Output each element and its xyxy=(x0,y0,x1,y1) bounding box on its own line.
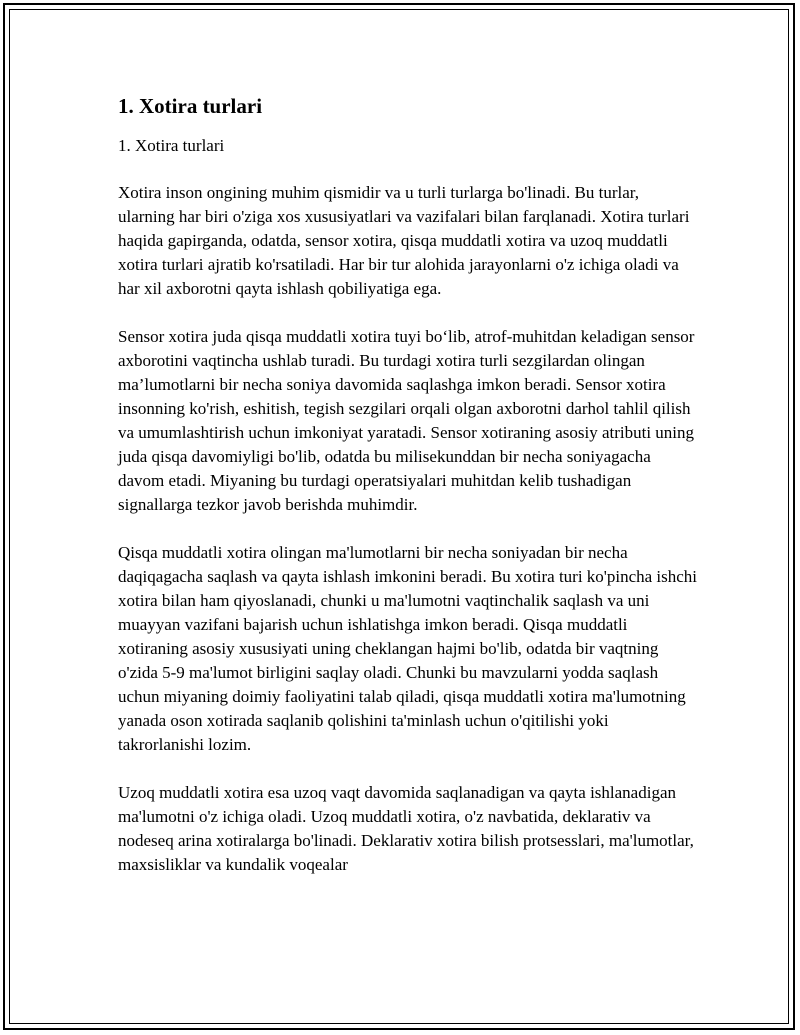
paragraph-sensor-memory: Sensor xotira juda qisqa muddatli xotira tuyi bo‘lib, atrof-muhitdan keladigan sensor axborotini vaqtincha ushlab turadi. Bu turdagi xotira turli sezgilardan olingan ma’lumotlarni bir necha soniya davomida saqlashga imkon beradi. Sensor xotira insonning ko'rish, eshitish, tegish sezgilari orqali olgan axborotni darhol tahlil qilish va umumlashtirish uchun imkoniyat yaratadi. Sensor xotiraning asosiy atributi uning juda qisqa davomiyligi bo'lib, odatda bu milisekunddan bir necha soniyagacha davom etadi. Miyaning bu turdagi operatsiyalari muhitdan kelib tushadigan signallarga tezkor javob berishda muhimdir. xyxy=(118,327,695,514)
paragraph-long-term-memory: Uzoq muddatli xotira esa uzoq vaqt davomida saqlanadigan va qayta ishlanadigan ma'lumotni o'z ichiga oladi. Uzoq muddatli xotira, o'z navbatida, deklarativ va nodeseq arina xotiralarga bo'linadi. Deklarativ xotira bilish protsesslari, ma'lumotlar, maxsisliklar va kundalik voqealar xyxy=(118,783,694,874)
document-body xyxy=(118,92,698,901)
paragraph-intro: Xotira inson ongining muhim qismidir va u turli turlarga bo'linadi. Bu turlar, ularning har biri o'ziga xos xususiyatlari va vazifalari bilan farqlanadi. Xotira turlari haqida gapirganda, odatda, sensor xotira, qisqa muddatli xotira va uzoq muddatli xotira turlari ajratib ko'rsatiladi. Har bir tur alohida jarayonlarni o'z ichiga oladi va har xil axborotni qayta ishlash qobiliyatiga ega. xyxy=(118,183,690,298)
section-heading: 1. Xotira turlari xyxy=(118,94,263,118)
section-subheading: 1. Xotira turlari xyxy=(118,136,225,155)
paragraph-short-term-memory: Qisqa muddatli xotira olingan ma'lumotlarni bir necha soniyadan bir necha daqiqagacha saqlash va qayta ishlash imkonini beradi. Bu xotira turi ko'pincha ishchi xotira bilan ham qiyoslanadi, chunki u ma'lumotni vaqtinchalik saqlash va uni muayyan vazifani bajarish uchun ishlatishga imkon beradi. Qisqa muddatli xotiraning asosiy xususiyati uning cheklangan hajmi bo'lib, odatda bir vaqtning o'zida 5-9 ma'lumot birligini saqlay oladi. Chunki bu mavzularni yodda saqlash uchun miyaning doimiy faoliyatini talab qiladi, qisqa muddatli xotira ma'lumotning yanada oson xotirada saqlanib qolishini ta'minlash uchun o'qitilishi yoki takrorlanishi lozim. xyxy=(118,543,698,754)
